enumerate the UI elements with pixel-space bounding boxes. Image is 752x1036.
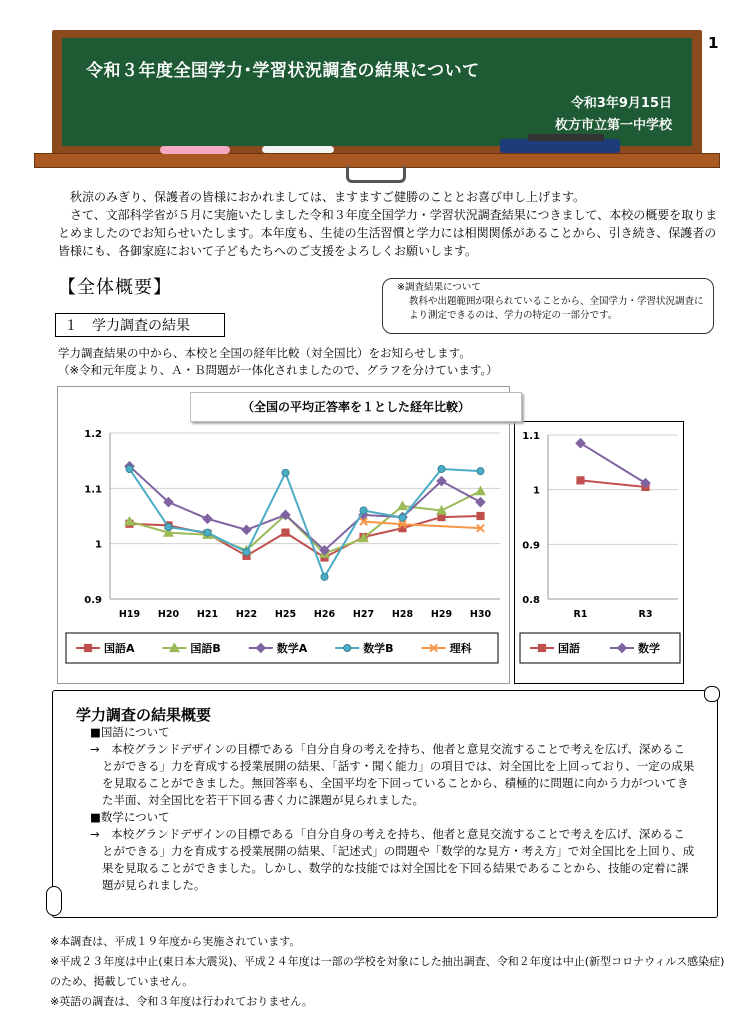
y-tick-label: 1.2 xyxy=(84,429,102,440)
description-line: 学力調査結果の中から、本校と全国の経年比較（対全国比）をお知らせします。 xyxy=(58,346,471,360)
data-point xyxy=(476,487,485,495)
x-tick-label: R1 xyxy=(573,609,588,620)
page-title: 令和３年度全国学力･学習状況調査の結果について xyxy=(86,61,480,81)
footnote: ※平成２３年度は中止(東日本大震災)、平成２４年度は一部の学校を対象にした抽出調査、令和２年度は中止(新型コロナウィルス感染症)のため、掲載していません。 xyxy=(50,955,725,988)
data-point xyxy=(203,514,212,523)
y-tick-label: 0.8 xyxy=(522,595,540,606)
series-line xyxy=(581,480,646,487)
data-point xyxy=(321,573,328,580)
legend-label: 国語A xyxy=(104,642,135,655)
sugaku-heading: ■数学について xyxy=(90,810,170,824)
data-point xyxy=(477,468,484,475)
data-point xyxy=(438,514,445,521)
data-point xyxy=(438,465,445,472)
note-body: 教科や出題範囲が限られていることから、全国学力・学習状況調査により測定できるのは、学力の特定の一部分です。 xyxy=(409,296,704,321)
x-tick-label: H21 xyxy=(196,609,219,620)
footnote: ※本調査は、平成１９年度から実施されています。 xyxy=(50,935,301,948)
x-tick-label: R3 xyxy=(638,609,653,620)
data-point xyxy=(399,514,406,521)
y-tick-label: 1.1 xyxy=(84,484,102,496)
x-tick-label: H27 xyxy=(352,609,375,620)
subheading: １ 学力調査の結果 xyxy=(55,313,225,337)
legend-label: 数学 xyxy=(638,642,660,655)
data-point xyxy=(477,512,484,519)
data-point xyxy=(242,525,251,534)
page-number: 1 xyxy=(708,34,719,52)
description-line: （※令和元年度より、Ａ・Ｂ問題が一体化されましたので、グラフを分けています。） xyxy=(58,363,498,377)
legend-label: 数学B xyxy=(363,642,394,655)
x-tick-label: H22 xyxy=(235,609,258,620)
summary-title: 学力調査の結果概要 xyxy=(76,706,212,724)
legend-marker xyxy=(84,644,91,651)
data-point xyxy=(165,523,172,530)
legend-label: 国語B xyxy=(190,642,221,655)
kokugo-heading: ■国語について xyxy=(90,725,170,739)
data-point xyxy=(126,465,133,472)
school-name: 枚方市立第一中学校 xyxy=(554,118,672,133)
x-tick-label: H30 xyxy=(469,609,492,620)
sugaku-text: → 本校グランドデザインの目標である「自分自身の考えを持ち、他者と意見交流することで考えを広げ、深めることができる」力を育成する授業展開の結果、「記述式」の問題や「数学的な見方・考え方」で対全国比を上回り、成果を見取ることができました。しかし、数学的な技能では対全国比を下回る結果であることから、技能の定着に課題が見られました。 xyxy=(90,827,695,892)
series-line xyxy=(581,443,646,483)
data-point xyxy=(243,548,250,555)
y-tick-label: 1 xyxy=(95,539,102,551)
chart-title: （全国の平均正答率を１とした経年比較） xyxy=(190,392,522,422)
section-heading: 【全体概要】 xyxy=(58,277,172,298)
x-tick-label: H29 xyxy=(430,609,453,620)
legend-label: 国語 xyxy=(558,642,580,655)
legend-label: 理科 xyxy=(449,642,472,655)
legend-label: 数学A xyxy=(276,642,308,655)
summary-body xyxy=(90,724,696,894)
x-tick-label: H25 xyxy=(274,609,297,620)
y-tick-label: 0.9 xyxy=(522,540,540,552)
y-tick-label: 0.9 xyxy=(84,595,102,606)
series-line xyxy=(130,469,481,577)
note-title: ※調査結果について xyxy=(397,282,481,293)
scroll-curl-icon xyxy=(704,686,720,702)
kokugo-text: → 本校グランドデザインの目標である「自分自身の考えを持ち、他者と意見交流することで考えを広げ、深めることができる」力を育成する授業展開の結果、「話す・聞く能力」の項目では、対全国比を上回っており、一定の成果を見取ることができました。無回答率も、全国平均を下回っていることから、積極的に問題に向かう力がついてきた半面、対全国比を若干下回る書く力に課題が見られました。 xyxy=(90,742,695,807)
footnote: ※英語の調査は、令和３年度は行われておりません。 xyxy=(50,995,313,1008)
x-tick-label: H26 xyxy=(313,609,336,620)
data-point xyxy=(577,477,584,484)
data-point xyxy=(282,529,289,536)
legend-marker xyxy=(344,644,351,651)
intro-paragraph: 秋涼のみぎり、保護者の皆様におかれましては、ますますご健勝のこととお喜び申し上げます。 xyxy=(58,190,586,204)
x-tick-label: H28 xyxy=(391,609,414,620)
x-tick-label: H19 xyxy=(118,609,141,620)
footnotes xyxy=(50,932,730,1012)
data-point xyxy=(282,469,289,476)
issue-date: 令和3年9月15日 xyxy=(570,96,672,111)
data-point xyxy=(476,498,485,507)
x-tick-label: H20 xyxy=(157,609,180,620)
y-tick-label: 1 xyxy=(533,485,540,497)
scroll-curl-icon xyxy=(46,886,62,916)
intro-paragraph: さて、文部科学省が５月に実施いたしました令和３年度全国学力・学習状況調査結果につきまして、本校の概要を取りまとめましたのでお知らせいたします。本年度も、生徒の生活習慣と学力には相関関係があることから、引き続き、保護者の皆様にも、各御家庭において子どもたちへのご支援をよろしくお願いします。 xyxy=(58,208,718,258)
data-point xyxy=(204,529,211,536)
data-point xyxy=(360,507,367,514)
data-point xyxy=(576,439,585,448)
y-tick-label: 1.1 xyxy=(522,431,540,442)
legend-marker xyxy=(538,644,545,651)
